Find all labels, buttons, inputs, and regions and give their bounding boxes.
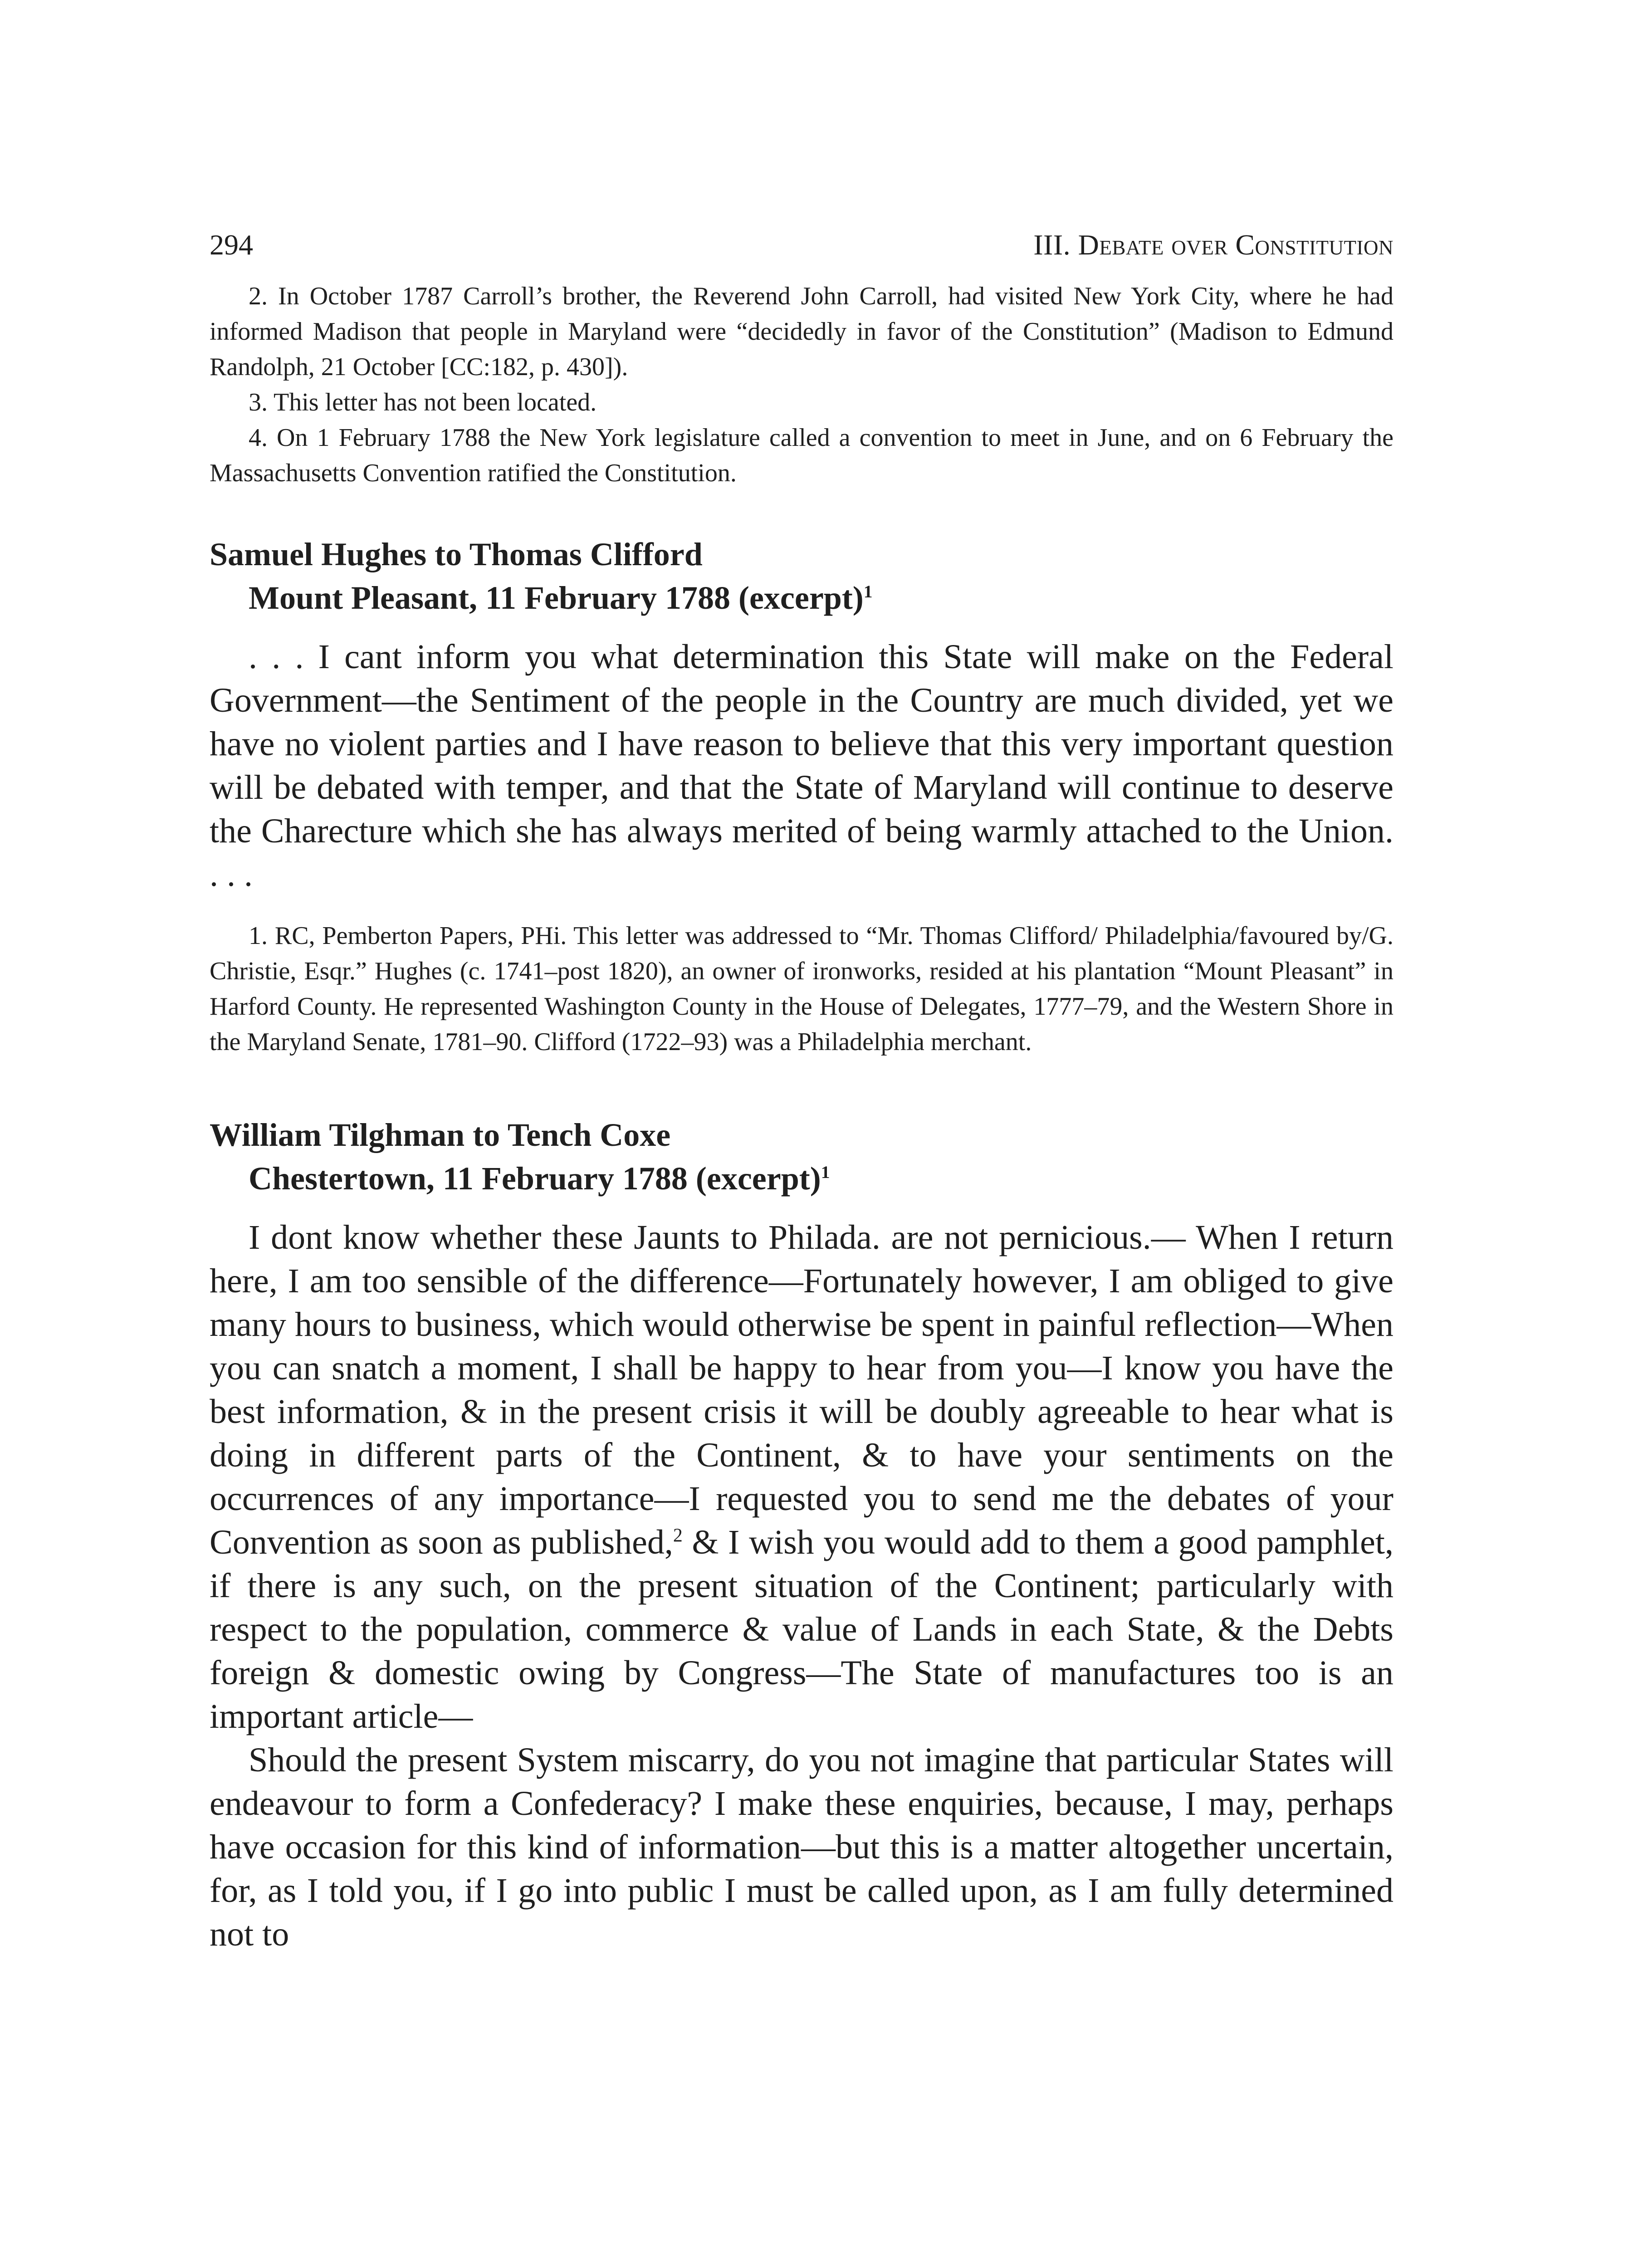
- section-heading-line2: [210, 576, 1393, 620]
- section-heading-line1: Samuel Hughes to Thomas Clifford: [210, 536, 703, 572]
- section-heading: [210, 1113, 1393, 1200]
- page-number: 294: [210, 229, 253, 261]
- section-heading-line2: [210, 1157, 1393, 1200]
- section-heading: [210, 533, 1393, 620]
- running-head: [210, 227, 1393, 263]
- note-item: 2. In October 1787 Carroll’s brother, the Reverend John Carroll, had visited New York City, where he had informed Madison that people in Maryland were “decidedly in favor of the Constitution” (Madison to Edmund Randolph, 21 October [CC:182, p. 430]).: [210, 282, 1393, 381]
- footnote-mark: 1: [863, 582, 873, 601]
- footnote-mark: 1: [821, 1162, 830, 1182]
- letter-paragraph: Should the present System miscarry, do you not imagine that particular States will endeavour to form a Confederacy? I make these enquiries, because, I may, perhaps have occasion for this kind of information—but this is a matter altogether uncertain, for, as I told you, if I go into public I must be called upon, as I am fully determined not to: [210, 1741, 1393, 1953]
- letter-paragraph: . . . I cant inform you what determination this State will make on the Federal Government—the Sentiment of the people in the Country are much divided, yet we have no violent parties and I have reason to believe that this very important question will be debated with temper, and that the State of Maryland will continue to deserve the Charecture which she has always merited of being warmly attached to the Union. . . .: [210, 638, 1393, 894]
- heading-place-date: Mount Pleasant, 11 February 1788 (excerpt): [249, 580, 864, 616]
- document-page: [210, 227, 1393, 1956]
- section-heading-line1: William Tilghman to Tench Coxe: [210, 1117, 671, 1153]
- paragraph-text: & I wish you would add to them a good pamphlet, if there is any such, on the present situation of the Continent; particularly with respect to the population, commerce & value of Lands in each State, & the Debts foreign & domestic owing by Congress—The State of manufactures too is an important article—: [210, 1523, 1394, 1735]
- footnote-mark: 2: [673, 1525, 683, 1546]
- heading-place-date: Chestertown, 11 February 1788 (excerpt): [249, 1160, 821, 1197]
- section-notes: [210, 918, 1393, 1060]
- letter-paragraph: [210, 1216, 1393, 1738]
- paragraph-text: I dont know whether these Jaunts to Philada. are not pernicious.— When I return here, I am too sensible of the difference—Fortunately however, I am obliged to give many hours to business, which would otherwise be spent in painful reflection—When you can snatch a moment, I shall be happy to hear from you—I know you have the best information, & in the present crisis it will be doubly agreeable to hear what is doing in different parts of the Continent, & to have your sentiments on the occurrences of any importance—I requested you to send me the debates of your Convention as soon as published,: [210, 1218, 1393, 1561]
- note-item: 3. This letter has not been located.: [249, 388, 597, 416]
- running-title: III. Debate over Constitution: [1033, 229, 1393, 261]
- note-item: 1. RC, Pemberton Papers, PHi. This letter was addressed to “Mr. Thomas Clifford/ Philadelphia/favoured by/G. Christie, Esqr.” Hughes (c. 1741–post 1820), an owner of ironworks, resided at his plantation “Mount Pleasant” in Harford County. He represented Washington County in the House of Delegates, 1777–79, and the Western Shore in the Maryland Senate, 1781–90. Clifford (1722–93) was a Philadelphia merchant.: [210, 922, 1393, 1056]
- note-item: 4. On 1 February 1788 the New York legislature called a convention to meet in June, and on 6 February the Massachusetts Convention ratified the Constitution.: [210, 424, 1393, 487]
- top-notes: [210, 279, 1393, 491]
